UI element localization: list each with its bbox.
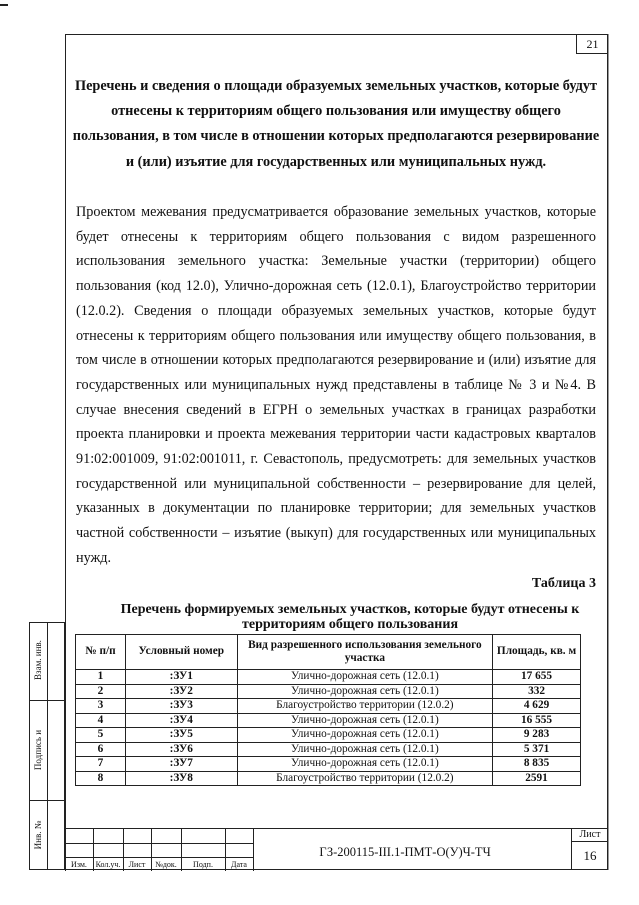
cell-num: 6 <box>76 742 126 757</box>
cell-area: 2591 <box>493 771 581 786</box>
cell-num: 5 <box>76 728 126 743</box>
stamp-label-list: Лист <box>128 860 146 869</box>
table-row <box>76 699 581 714</box>
stamp-label-sign: Подп. <box>193 860 213 869</box>
section-title: Перечень и сведения о площади образуемых земельных участков, которые будут отнесены к территориям общего пользования или имуществу общего пользования, в том числе в отношении которых предполагаются резервирование и (или) изъятие для государственных или муниципальных нужд. <box>72 78 600 170</box>
header-num: № п/п <box>76 635 126 670</box>
body-paragraph: Проектом межевания предусматривается образование земельных участков, которые будет отнесены к территориям общего пользования с видом разрешенного использования земельного участка: Земельные участки (территории) общего пользования (код 12.0), Улично-дорожная сеть (12.0.1), Благоустройство территории (12.0.2). Сведения о площади образуемых земельных участков, которые будут отнесены к территориям общего пользования или имуществу общего пользования, в том числе в отношении которых предполагаются резервирование и (или) изъятие для государственных или муниципальных нужд представлены в таблице № 3 и №4. В случае внесения сведений в ЕГРН о земельных участках в границах разработки проекта планировки и проекта межевания территории части кадастровых кварталов 91:02:001009, 91:02:001011, г. Севастополь, предусмотреть: для земельных участков государственной или муниципальной собственности – резервирование для целей, указанных в документации по планировке территории; для земельных участков частной собственности – изъятие (выкуп) для государственных или муниципальных нужд. <box>76 204 596 566</box>
inv-no-label: Инв. № <box>33 820 43 850</box>
stamp-label-kolvo: Кол.уч. <box>95 860 121 869</box>
cell-usage: Улично-дорожная сеть (12.0.1) <box>237 713 492 728</box>
cell-usage: Благоустройство территории (12.0.2) <box>237 771 492 786</box>
cell-area: 9 283 <box>493 728 581 743</box>
cell-usage: Улично-дорожная сеть (12.0.1) <box>237 728 492 743</box>
cell-num: 1 <box>76 670 126 685</box>
table-label: Таблица 3 <box>531 576 596 591</box>
cell-num: 2 <box>76 684 126 699</box>
cell-plot-id: :ЗУ6 <box>125 742 237 757</box>
cell-plot-id: :ЗУ1 <box>125 670 237 685</box>
cell-area: 4 629 <box>493 699 581 714</box>
corner-mark <box>0 4 8 6</box>
cell-num: 7 <box>76 757 126 772</box>
header-usage-type: Вид разрешенного использования земельного участка <box>237 635 492 670</box>
table-row <box>76 728 581 743</box>
side-strip-rule <box>29 700 65 701</box>
cell-area: 17 655 <box>493 670 581 685</box>
cell-plot-id: :ЗУ5 <box>125 728 237 743</box>
document-code: ГЗ-200115-III.1-ПМТ-О(У)Ч-ТЧ <box>319 845 491 859</box>
list-label: Лист <box>572 828 608 842</box>
cell-num: 3 <box>76 699 126 714</box>
list-number: 16 <box>583 848 597 863</box>
cell-area: 16 555 <box>493 713 581 728</box>
cell-usage: Улично-дорожная сеть (12.0.1) <box>237 742 492 757</box>
table-row <box>76 771 581 786</box>
table-row <box>76 670 581 685</box>
table-row <box>76 742 581 757</box>
cell-area: 8 835 <box>493 757 581 772</box>
frame-edge <box>608 34 609 870</box>
cell-plot-id: :ЗУ3 <box>125 699 237 714</box>
cell-area: 332 <box>493 684 581 699</box>
cell-usage: Улично-дорожная сеть (12.0.1) <box>237 757 492 772</box>
table-caption: Перечень формируемых земельных участков, которые будут отнесены к территориям общего пользования <box>120 602 580 632</box>
stamp-label-izm: Изм. <box>71 860 87 869</box>
cell-num: 4 <box>76 713 126 728</box>
cell-area: 5 371 <box>493 742 581 757</box>
table-row <box>76 757 581 772</box>
cell-plot-id: :ЗУ2 <box>125 684 237 699</box>
podpis-label: Подпись и <box>33 729 43 771</box>
cell-plot-id: :ЗУ4 <box>125 713 237 728</box>
cell-usage: Улично-дорожная сеть (12.0.1) <box>237 684 492 699</box>
table-row <box>76 713 581 728</box>
stamp-label-date: Дата <box>231 860 247 869</box>
cell-num: 8 <box>76 771 126 786</box>
header-conditional-number: Условный номер <box>125 635 237 670</box>
cell-usage: Улично-дорожная сеть (12.0.1) <box>237 670 492 685</box>
header-area: Площадь, кв. м <box>493 635 581 670</box>
table-row <box>76 684 581 699</box>
vzam-inv-label: Взам. инв. <box>33 640 43 680</box>
cell-plot-id: :ЗУ8 <box>125 771 237 786</box>
cell-usage: Благоустройство территории (12.0.2) <box>237 699 492 714</box>
side-strip-rule <box>29 800 65 801</box>
table-header-row <box>76 635 581 670</box>
sheet-number: 21 <box>576 34 608 54</box>
cell-plot-id: :ЗУ7 <box>125 757 237 772</box>
plots-table <box>75 634 581 786</box>
stamp-label-doc: №док. <box>155 860 177 869</box>
side-strip-divider <box>47 622 48 870</box>
